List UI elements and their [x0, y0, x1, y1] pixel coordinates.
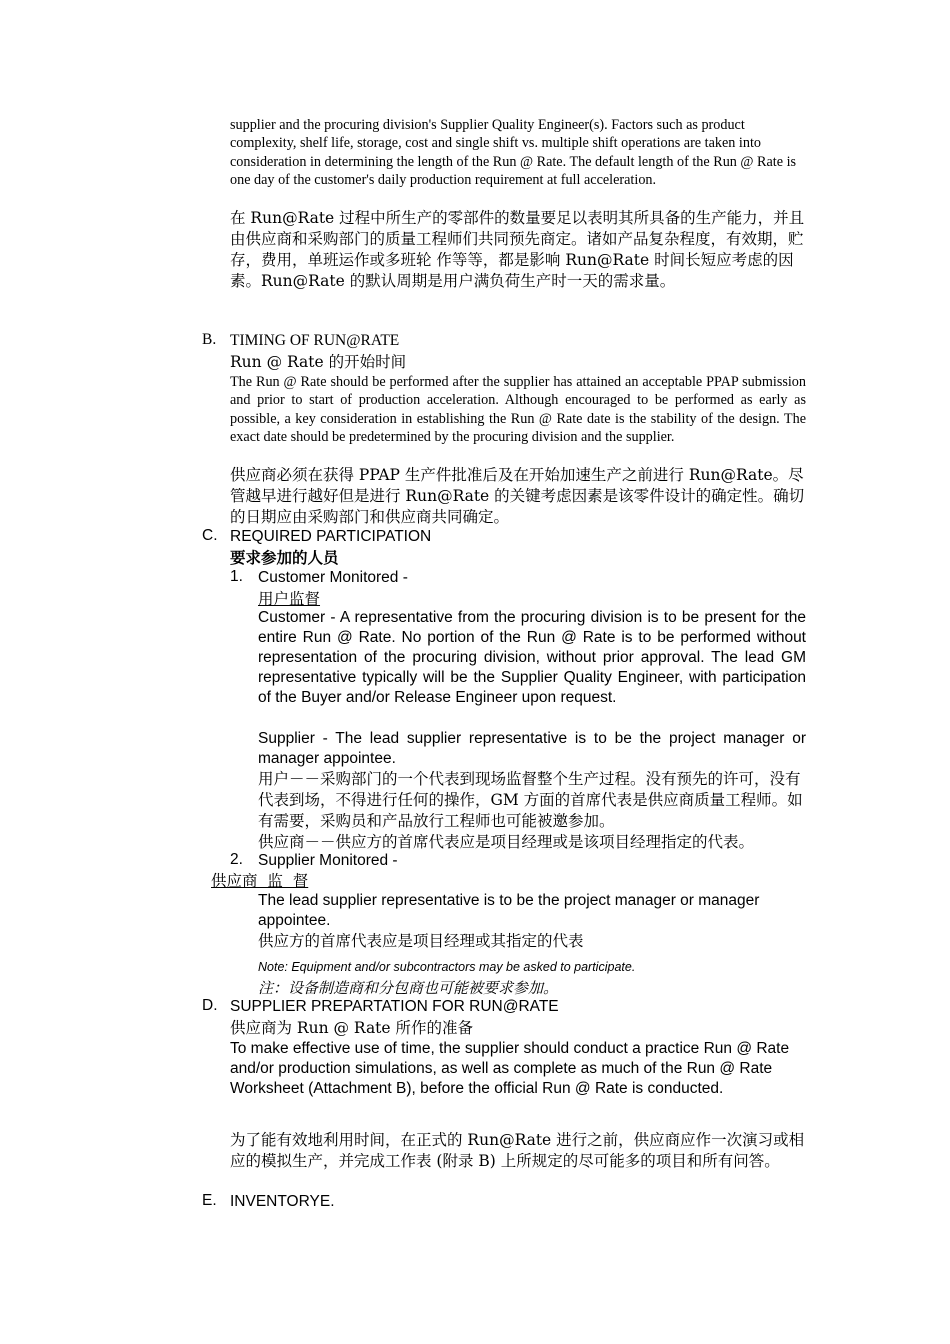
section-d-en-paragraph: To make effective use of time, the supplier should conduct a practice Run @ Rate and/or production simulations, as well as complete as much of the Run @ Rate Worksheet (Attachment B), before the official Run @ Rate is conducted.	[230, 1040, 790, 1097]
section-d-title-cn: 供应商为 Run @ Rate 所作的准备	[230, 1019, 474, 1037]
item-1-title: Customer Monitored -	[258, 569, 408, 586]
item-1-number: 1.	[230, 568, 243, 585]
item-2-en: The lead supplier representative is to be the project manager or manager appointee.	[258, 892, 760, 929]
item-2-cn: 供应方的首席代表应是项目经理或其指定的代表	[258, 932, 584, 950]
section-b-title: TIMING OF RUN@RATE	[230, 332, 400, 349]
section-c-title-cn: 要求参加的人员	[230, 548, 339, 567]
section-e-letter: E.	[202, 1192, 217, 1209]
item-1-customer-en: Customer - A representative from the procuring division is to be present for the entire Run @ Rate. No portion of the Run @ Rate is to be performed without representation of the procuring division, without prior approval. The lead GM representative typically will be the Supplier Quality Engineer, with participation of the Buyer and/or Release Engineer upon request.	[258, 609, 806, 706]
section-d-cn-paragraph: 为了能有效地利用时间，在正式的 Run@Rate 进行之前，供应商应作一次演习或相应的模拟生产，并完成工作表 (附录 B) 上所规定的尽可能多的项目和所有问答。	[230, 1131, 805, 1170]
item-2-title: Supplier Monitored -	[258, 852, 398, 869]
section-c-title: REQUIRED PARTICIPATION	[230, 528, 432, 545]
section-b-letter: B.	[202, 331, 217, 348]
item-1-title-cn	[258, 589, 806, 609]
item-1-title-cn-text: 用户监督	[258, 590, 321, 608]
intro-cn-paragraph: 在 Run@Rate 过程中所生产的零部件的数量要足以表明其所具备的生产能力，并且由供应商和采购部门的质量工程师们共同预先商定。诸如产品复杂程度，有效期，贮存，费用，单班运作或多班轮 作等等，都是影响 Run@Rate 时间长短应考虑的因素。Run@Rate 的默认周期是用户满负荷生产时一天的需求量。	[230, 209, 805, 290]
item-1-customer-cn: 用户－－采购部门的一个代表到现场监督整个生产过程。没有预先的许可，没有代表到场，不得进行任何的操作，GM 方面的首席代表是供应商质量工程师。如有需要，采购员和产品放行工程师也可能被邀参加。	[258, 770, 803, 830]
section-b-cn-paragraph: 供应商必须在获得 PPAP 生产件批准后及在开始加速生产之前进行 Run@Rate。尽管越早进行越好但是进行 Run@Rate 的关键考虑因素是该零件设计的确定性。确切的日期应由采购部门和供应商共同确定。	[230, 466, 805, 526]
item-1-supplier-cn: 供应商－－供应方的首席代表应是项目经理或是该项目经理指定的代表。	[258, 833, 755, 851]
item-2-number: 2.	[230, 851, 243, 868]
section-d-title: SUPPLIER PREPARTATION FOR RUN@RATE	[230, 998, 559, 1015]
note-en: Note: Equipment and/or subcontractors may be asked to participate.	[258, 960, 636, 974]
section-d-letter: D.	[202, 997, 218, 1014]
section-b-en-paragraph: The Run @ Rate should be performed after the supplier has attained an acceptable PPAP submission and prior to start of production acceleration. Although encouraged to be performed as early as possible, a key consideration in establishing the Run @ Rate date is the stability of the design. The exact date should be predetermined by the procuring division and the supplier.	[230, 374, 806, 446]
section-c-letter: C.	[202, 527, 218, 544]
item-2-title-cn-text: 供应商 监 督	[211, 872, 309, 890]
note-cn: 注：设备制造商和分包商也可能被要求参加。	[258, 979, 559, 997]
section-e-title: INVENTORYE.	[230, 1193, 335, 1210]
item-2-title-cn	[211, 871, 611, 891]
item-1-supplier-en: Supplier - The lead supplier representative is to be the project manager or manager appointee.	[258, 730, 806, 767]
intro-en-paragraph: supplier and the procuring division's Supplier Quality Engineer(s). Factors such as product complexity, shelf life, storage, cost and single shift vs. multiple shift operations are taken into consideration in determining the length of the Run @ Rate. The default length of the Run @ Rate is one day of the customer's daily production requirement at full acceleration.	[230, 117, 797, 189]
section-b-title-cn: Run @ Rate 的开始时间	[230, 353, 407, 371]
